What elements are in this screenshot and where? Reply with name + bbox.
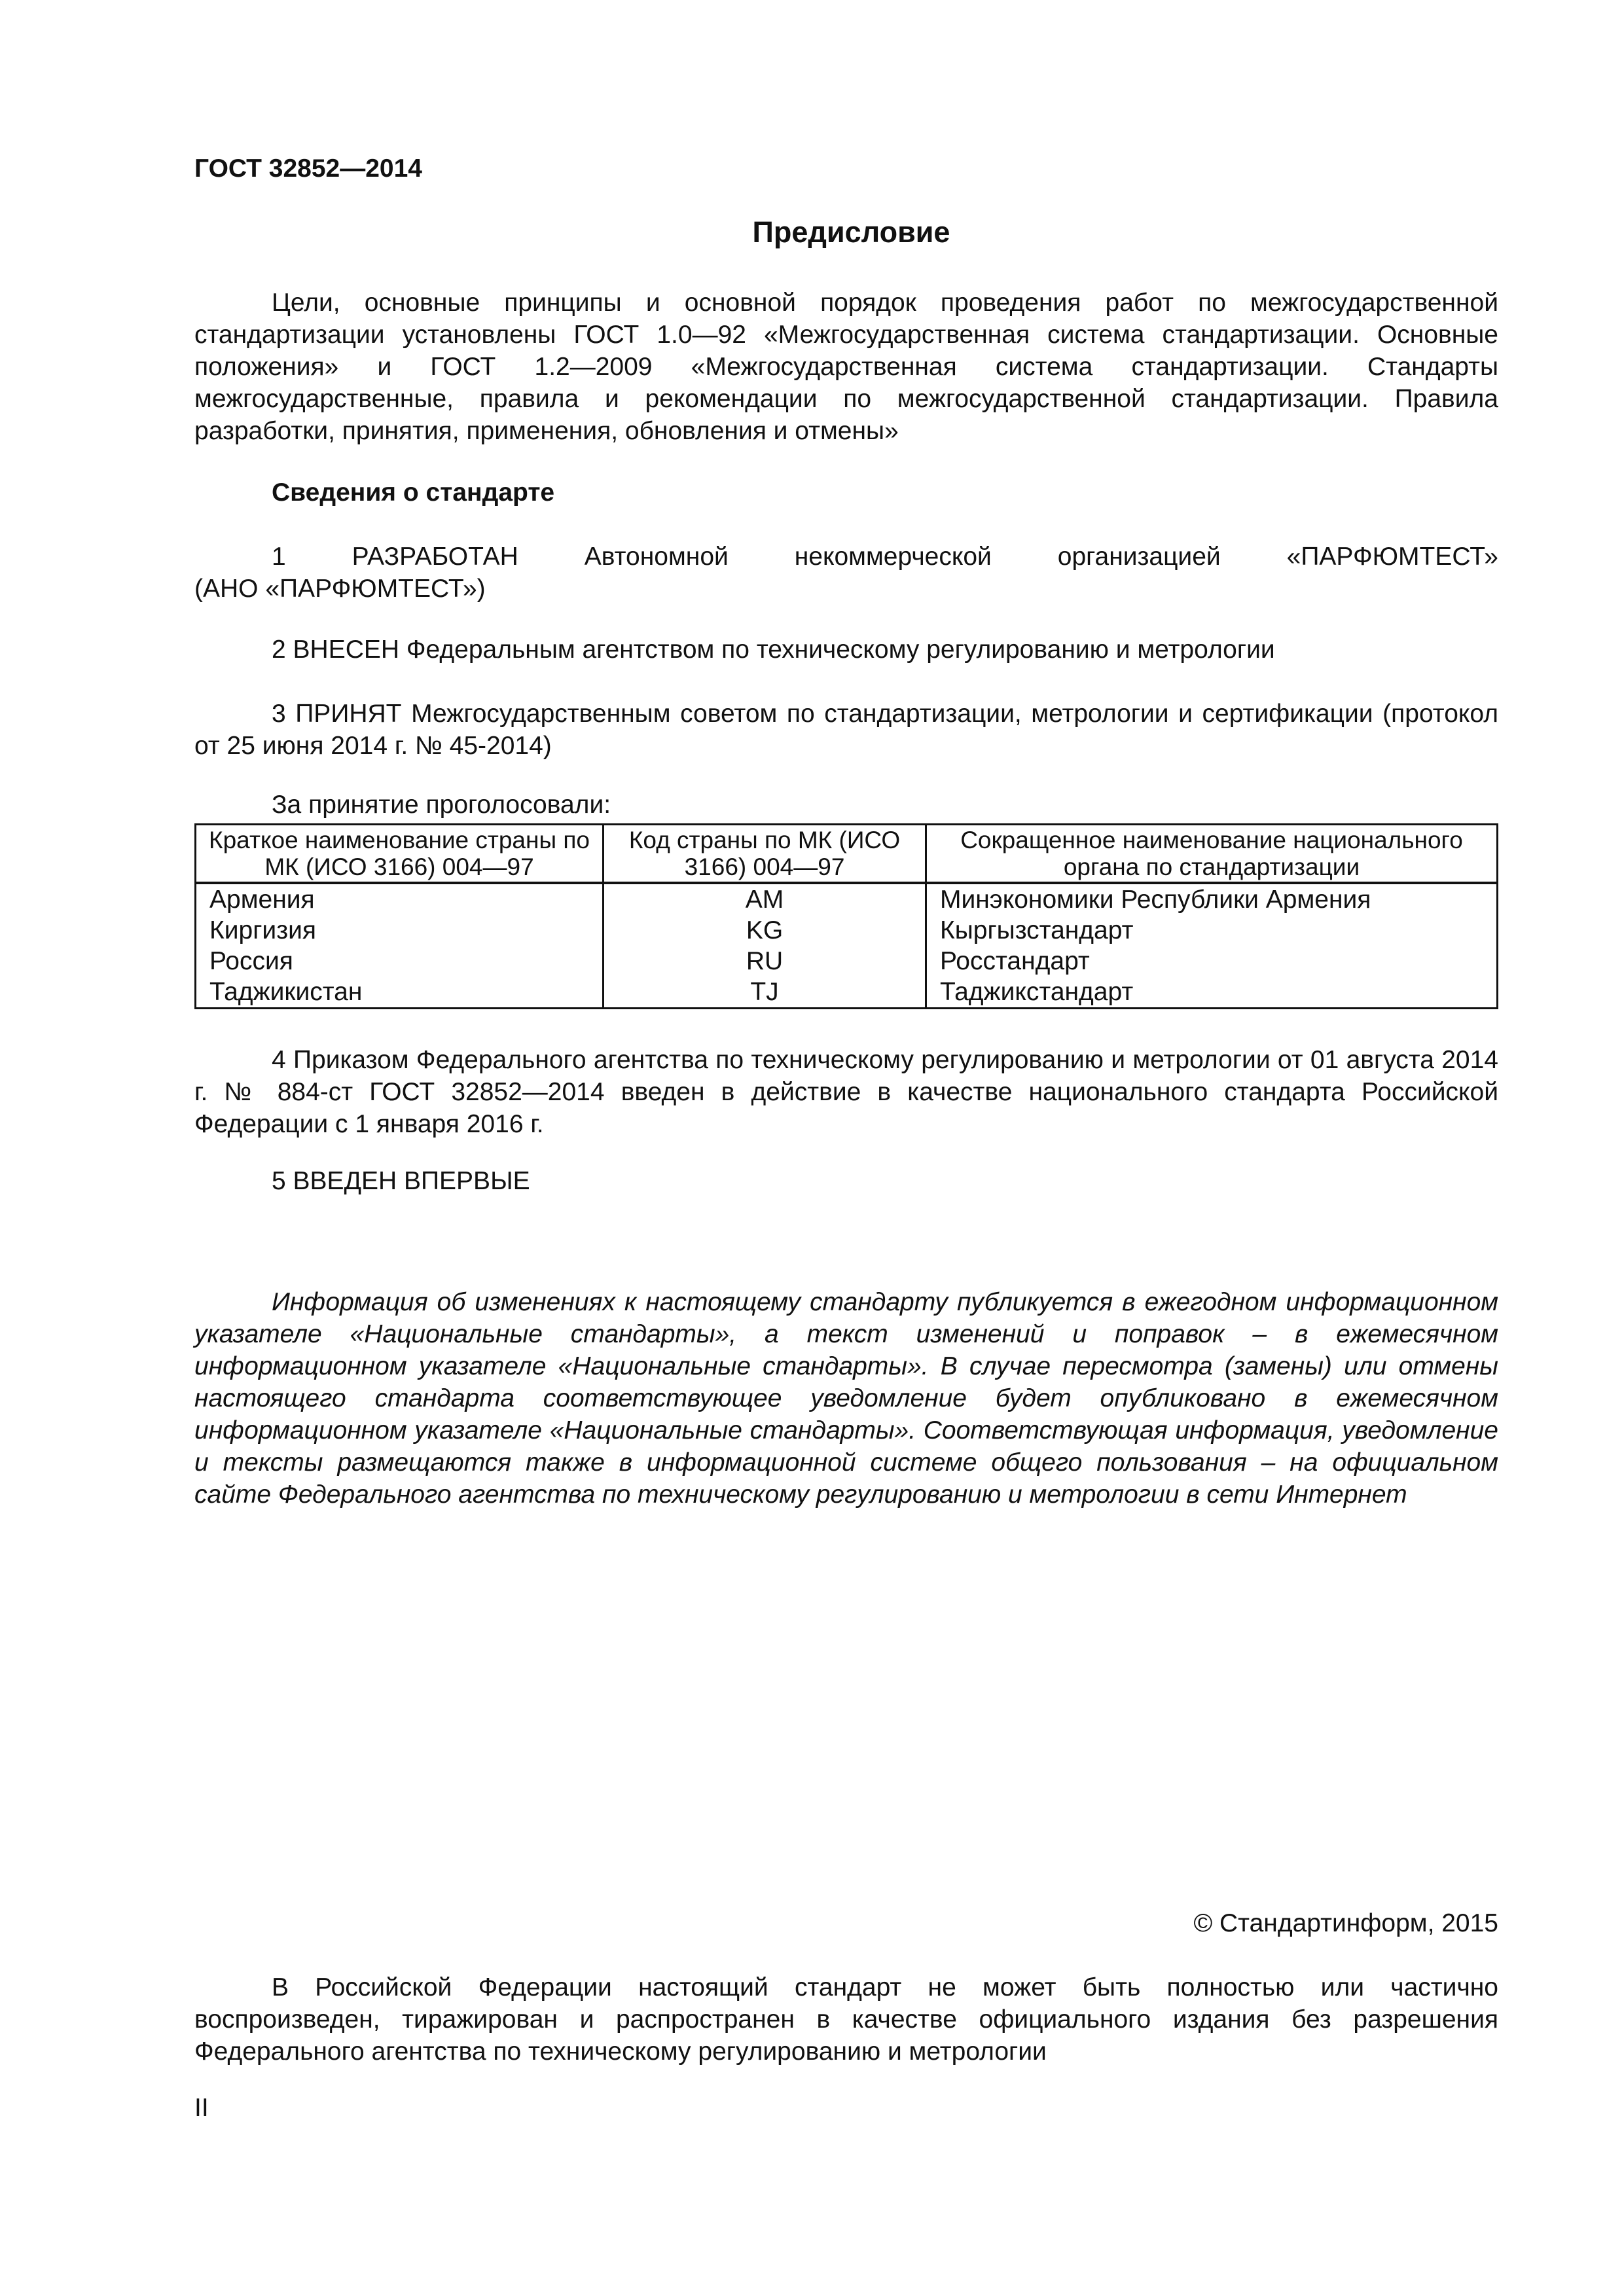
table-row bbox=[196, 946, 1498, 977]
item-5-first-introduced: 5 ВВЕДЕН ВПЕРВЫЕ bbox=[272, 1167, 530, 1195]
page-title: Предисловие bbox=[752, 215, 950, 249]
item-4-enacted-by-order: 4 Приказом Федерального агентства по техническому регулированию и метрологии от 01 августа 2014 г. № 884-ст ГОСТ 32852—2014 введен в действие в качестве национального стандарта Российской Федерации с 1 января 2016 г. bbox=[194, 1046, 1498, 1138]
voted-label: За принятие проголосовали: bbox=[272, 791, 611, 819]
intro-paragraph: Цели, основные принципы и основной порядок проведения работ по межгосударственной стандартизации установлены ГОСТ 1.0—92 «Межгосударственная система стандартизации. Основные положения» и ГОСТ 1.2—2009 «Межгосударственная система стандартизации. Стандарты межгосударственные, правила и рекомендации по межгосударственной стандартизации. Правила разработки, принятия, применения, обновления и отмены» bbox=[194, 289, 1498, 445]
document-id-header: ГОСТ 32852—2014 bbox=[194, 154, 422, 183]
table-cell-country: Россия bbox=[196, 946, 604, 977]
table-cell-national-body: Минэкономики Республики Армения bbox=[926, 883, 1498, 915]
table-row bbox=[196, 883, 1498, 915]
table-cell-code: RU bbox=[604, 946, 926, 977]
changes-information-notice: Информация об изменениях к настоящему стандарту публикуется в ежегодном информационном указателе «Национальные стандарты», а текст изменений и поправок – в ежемесячном информационном указателе «Национальные стандарты». В случае пересмотра (замены) или отмены настоящего стандарта соответствующее уведомление будет опубликовано в ежемесячном информационном указателе «Национальные стандарты». Соответствующая информация, уведомление и тексты размещаются также в информационной системе общего пользования – на официальном сайте Федерального агентства по техническому регулированию и метрологии в сети Интернет bbox=[194, 1288, 1498, 1509]
table-header-code: Код страны по МК (ИСО 3166) 004—97 bbox=[604, 825, 926, 884]
item-1-developed-by-continued: (АНО «ПАРФЮМТЕСТ») bbox=[194, 575, 486, 603]
standard-info-heading: Сведения о стандарте bbox=[272, 478, 555, 507]
voting-countries-table bbox=[194, 823, 1498, 1009]
reproduction-notice: В Российской Федерации настоящий стандарт не может быть полностью или частично воспроизведен, тиражирован и распространен в качестве официального издания без разрешения Федерального агентства по техническому регулированию и метрологии bbox=[194, 1973, 1498, 2066]
table-cell-country: Таджикистан bbox=[196, 977, 604, 1009]
table-row bbox=[196, 977, 1498, 1009]
table-cell-national-body: Росстандарт bbox=[926, 946, 1498, 977]
table-cell-country: Армения bbox=[196, 883, 604, 915]
item-3-adopted-by: 3 ПРИНЯТ Межгосударственным советом по стандартизации, метрологии и сертификации (протокол от 25 июня 2014 г. № 45-2014) bbox=[194, 700, 1498, 760]
item-1-developed-by: 1 РАЗРАБОТАН Автономной некоммерческой организацией «ПАРФЮМТЕСТ» bbox=[272, 543, 1498, 571]
table-cell-code: TJ bbox=[604, 977, 926, 1009]
table-row bbox=[196, 915, 1498, 946]
table-header-row bbox=[196, 825, 1498, 884]
item-2-submitted-by: 2 ВНЕСЕН Федеральным агентством по техническому регулированию и метрологии bbox=[272, 636, 1275, 664]
table-cell-national-body: Таджикстандарт bbox=[926, 977, 1498, 1009]
table-cell-national-body: Кыргызстандарт bbox=[926, 915, 1498, 946]
table-header-national-body: Сокращенное наименование национального органа по стандартизации bbox=[926, 825, 1498, 884]
copyright-notice: © Стандартинформ, 2015 bbox=[1193, 1909, 1498, 1937]
table-cell-country: Киргизия bbox=[196, 915, 604, 946]
table-cell-code: KG bbox=[604, 915, 926, 946]
table-cell-code: AM bbox=[604, 883, 926, 915]
table-header-country: Краткое наименование страны по МК (ИСО 3166) 004—97 bbox=[196, 825, 604, 884]
page-number: II bbox=[194, 2094, 209, 2122]
